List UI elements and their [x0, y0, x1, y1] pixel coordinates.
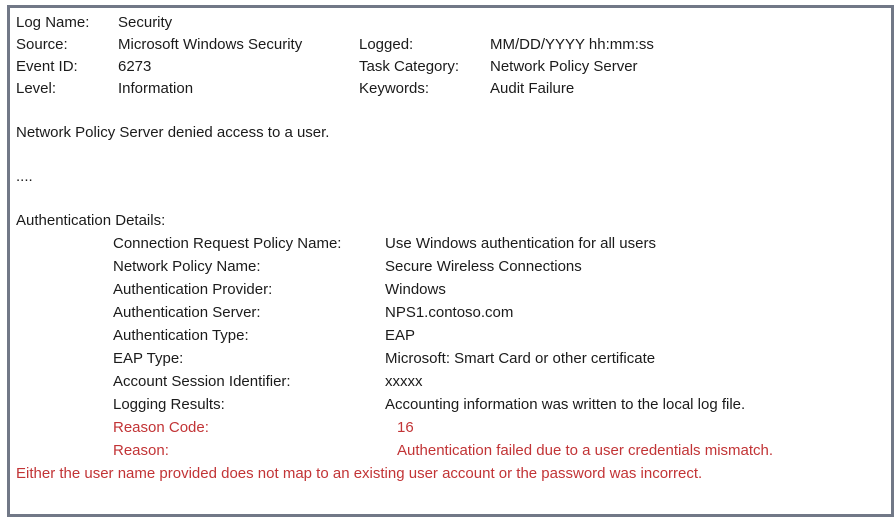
spacer	[16, 144, 891, 166]
credentials-mismatch-error-text: Either the user name provided does not map to an existing user account or the password was incorrect.	[16, 465, 703, 482]
detail-label: Connection Request Policy Name:	[113, 235, 342, 252]
log-name-value: Security	[118, 14, 173, 31]
event-log-frame	[7, 5, 894, 517]
detail-row-reason-code	[16, 416, 891, 439]
ellipsis-line: ....	[16, 168, 33, 185]
detail-label: Account Session Identifier:	[113, 373, 291, 390]
keywords-label: Keywords:	[359, 80, 430, 97]
detail-label: Authentication Type:	[113, 327, 249, 344]
detail-value: Use Windows authentication for all users	[385, 235, 656, 252]
level-label: Level:	[16, 80, 57, 97]
source-label: Source:	[16, 36, 68, 53]
detail-label: Network Policy Name:	[113, 258, 261, 275]
detail-label: Reason Code:	[113, 419, 209, 436]
spacer	[16, 100, 891, 122]
detail-label: Reason:	[113, 442, 169, 459]
detail-label: Authentication Provider:	[113, 281, 273, 298]
event-id-value: 6273	[118, 58, 152, 75]
detail-label: Authentication Server:	[113, 304, 261, 321]
detail-row-logging-results	[16, 393, 891, 416]
logged-value: MM/DD/YYYY hh:mm:ss	[490, 36, 654, 53]
header-row-level	[16, 78, 891, 100]
detail-row-network-policy	[16, 255, 891, 278]
level-value: Information	[118, 80, 194, 97]
detail-value: NPS1.contoso.com	[385, 304, 514, 321]
detail-value: Authentication failed due to a user credentials mismatch.	[397, 442, 774, 459]
detail-row-eap-type	[16, 347, 891, 370]
detail-label: EAP Type:	[113, 350, 184, 367]
spacer	[16, 188, 891, 210]
detail-value: xxxxx	[385, 373, 423, 390]
task-category-label: Task Category:	[359, 58, 460, 75]
source-value: Microsoft Windows Security	[118, 36, 303, 53]
detail-value: Windows	[385, 281, 446, 298]
authentication-details-title: Authentication Details:	[16, 212, 166, 229]
detail-row-account-session-identifier	[16, 370, 891, 393]
logged-label: Logged:	[359, 36, 414, 53]
detail-label: Logging Results:	[113, 396, 225, 413]
detail-row-authentication-server	[16, 301, 891, 324]
detail-row-reason	[16, 439, 891, 462]
task-category-value: Network Policy Server	[490, 58, 638, 75]
authentication-details-list	[16, 232, 891, 462]
header-row-log-name	[16, 12, 891, 34]
detail-value: 16	[397, 419, 414, 436]
detail-value: Microsoft: Smart Card or other certificate	[385, 350, 656, 367]
event-description: Network Policy Server denied access to a user.	[16, 124, 330, 141]
header-row-source	[16, 34, 891, 56]
detail-value: Accounting information was written to the local log file.	[385, 396, 746, 413]
detail-row-connection-request-policy	[16, 232, 891, 255]
detail-row-authentication-type	[16, 324, 891, 347]
log-name-label: Log Name:	[16, 14, 90, 31]
detail-value: Secure Wireless Connections	[385, 258, 582, 275]
keywords-value: Audit Failure	[490, 80, 575, 97]
event-header	[16, 12, 891, 100]
event-id-label: Event ID:	[16, 58, 78, 75]
detail-row-authentication-provider	[16, 278, 891, 301]
header-row-event-id	[16, 56, 891, 78]
detail-value: EAP	[385, 327, 416, 344]
